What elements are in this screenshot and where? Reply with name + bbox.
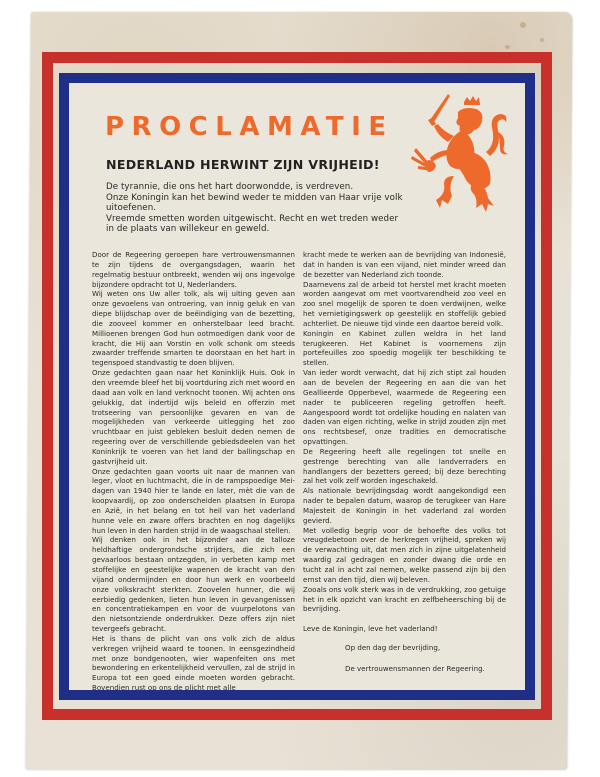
intro-text <box>106 182 406 235</box>
paragraph: Van ieder wordt verwacht, dat hij zich stipt zal houden aan de bevelen der Regeering en aan die van het Geallieerde Opperbevel, waarmede de Regeering een nader te publiceeren regeling getroffen heeft. Aangespoord wordt tot ordelijke houding en nalaten van daden van eigen richting, welke in strijd zouden zijn met ons rechtsbesef, onze tradities en democratische opvattingen. <box>303 368 506 447</box>
paragraph: Koningin en Kabinet zullen weldra in het land terugkeeren. Het Kabinet is voornemens zijn portefeuilles zoo spoedig mogelijk ter beschikking te stellen. <box>303 328 506 368</box>
paragraph: De Regeering heeft alle regelingen tot snelle en gestrenge berechting van alle landverraders en handlangers der bezetters gereed; bij deze berechting zal het volk zelf worden ingeschakeld. <box>303 446 506 486</box>
paragraph: Onze gedachten gaan naar het Koninklijk Huis. Ook in den vreemde bleef het bij voortduring zich met woord en daad aan volk en land verknocht toonen. Wij achten ons gelukkig, dat indertijd wijs beleid en offerzin met trotseering van persoonlijke gevaren en van de mogelijkheden van verkeerde uitlegging het zoo vruchtbaar en juist gebleken besluit deden nemen de regeering over de verschillende gebiedsdeelen van het Koninkrijk te voeren van het land der ballingschap en gastvrijheid uit. <box>92 368 295 466</box>
paragraph: Door de Regeering geroepen hare vertrouwensmannen te zijn tijdens de overgangsdagen, waarin het regelmatig bestuur ontbreekt, wenden wij ons ingevolge bijzondere opdracht tot U, Nederlanders. <box>92 250 295 289</box>
poster-subtitle: NEDERLAND HERWINT ZIJN VRIJHEID! <box>106 157 380 172</box>
paragraph: Als nationale bevrijdingsdag wordt aangekondigd een nader te bepalen datum, waarop de terugkeer van Hare Majesteit de Koningin in het vaderland zal worden gevierd. <box>303 486 506 525</box>
paragraph: Daarnevens zal de arbeid tot herstel met kracht moeten worden aangevat om met voortvarendheid zoo veel en zoo snel mogelijk de sporen te doen verdwijnen, welke het vernietigingswerk op geestelijk en stoffelijk gebied achterliet. De nieuwe tijd vinde een daartoe bereid volk. <box>303 279 506 328</box>
paper-stain <box>505 45 510 49</box>
paragraph: Wij weten ons Uw aller tolk, als wij uiting geven aan onze gevoelens van ontroering, van innig geluk en van diepe blijdschap over de beëindiging van de bezetting, die zooveel kommer en onherstelbaar leed bracht. Millioenen brengen God hun ootmoedigen dank voor de kracht, die Hij aan Vorstin en volk schonk om steeds zwaarder treffende smarten te doorstaan en het hart in tegenspoed standvastig te doen blijven. <box>92 289 295 368</box>
paper-stain <box>540 38 544 42</box>
paragraph: Met volledig begrip voor de behoefte des volks tot vreugdebetoon over de herkregen vrijheid, spreken wij de verwachting uit, dat men zich in zijne uitgelatenheid waardig zal gedragen en zonder dwang die orde en tucht zal in acht zal nemen, welke passend zijn bij den ernst van den tijd, dien wij beleven. <box>303 525 506 584</box>
paragraph: Het is thans de plicht van ons volk zich de aldus verkregen vrijheid waard te toonen. In eensgezindheid met onze bondgenooten, wier wapenfeiten ons met bewondering en erkentelijkheid vervullen, zal de strijd in Europa tot een goed einde moeten worden gebracht. Bovendien rust op ons de plicht met alle <box>92 633 295 693</box>
dateline: Op den dag der bevrijding, <box>345 642 441 652</box>
intro-line: Onze Koningin kan het bewind weder te midden van Haar vrije volk uitoefenen. <box>106 192 403 214</box>
signature: De vertrouwensmannen der Regeering. <box>345 664 485 674</box>
intro-line: Vreemde smetten worden uitgewischt. Recht en wet treden weder in de plaats van willekeur en geweld. <box>106 213 399 235</box>
paper-stain <box>520 22 526 28</box>
paragraph: Zooals ons volk sterk was in de verdrukking, zoo getuige het in elk opzicht van kracht en zelfbeheersching bij de bevrijding. <box>303 584 506 614</box>
dutch-lion-icon <box>406 92 516 224</box>
poster-title: PROCLAMATIE <box>105 112 394 142</box>
paragraph: Wij denken ook in het bijzonder aan de talloze heldhaftige ondergrondsche strijders, die zich een gevaarloos bestaan ontzegden, in verbeten kamp met stoffelijke en geestelijke wapenen de kracht van den vijand ondermijnden en door hun werk en voorbeeld onze volkskracht sterkten. Zoovelen hunner, die wij eerbiedig gedenken, lieten hun leven in gevangenissen en concentratiekampen en voor de vuurpelotons van den nietsontziende onderdrukker. Deze offers zijn niet tevergeefs gebracht. <box>92 535 295 634</box>
closing-line: Leve de Koningin, leve het vaderland! <box>303 623 438 633</box>
paragraph: kracht mede te werken aan de bevrijding van Indonesië, dat in handen is van een vijand, niet minder wreed dan de bezetter van Nederland zich toonde. <box>303 250 506 279</box>
left-text-column <box>92 250 295 693</box>
right-text-column <box>303 250 506 674</box>
paragraph: Onze gedachten gaan voorts uit naar de mannen van leger, vloot en luchtmacht, die in de rampspoedige Mei-dagen van 1940 hier te lande en later, mèt die van de koopvaardij, op zoo onderscheiden plaatsen in Europa en Azië, in het belang en tot heil van het vaderland hunne vele en zware offers brachten en nog dagelijks hun leven in den harden strijd in de waagschaal stellen. <box>92 466 295 535</box>
intro-line: De tyrannie, die ons het hart doorwondde, is verdreven. <box>106 182 354 192</box>
